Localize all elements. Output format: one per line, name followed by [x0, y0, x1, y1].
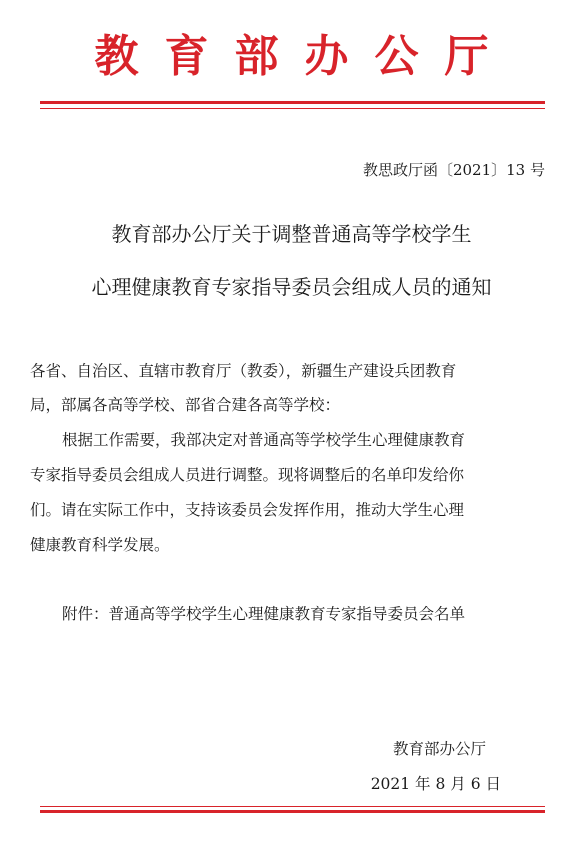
- footer-rule-thin: [40, 806, 545, 807]
- body-line-6: 健康教育科学发展。: [30, 536, 170, 554]
- letterhead-rule-thick: [40, 101, 545, 104]
- attachment-line: 附件：普通高等学校学生心理健康教育专家指导委员会名单: [62, 605, 466, 623]
- body-line-4: 专家指导委员会组成人员进行调整。现将调整后的名单印发给你: [30, 466, 465, 484]
- body-line-5: 们。请在实际工作中，支持该委员会发挥作用，推动大学生心理: [30, 501, 465, 519]
- letterhead-rule-thin: [40, 108, 545, 109]
- footer-rule-thick: [40, 810, 545, 813]
- body-line-1: 各省、自治区、直辖市教育厅（教委），新疆生产建设兵团教育: [30, 362, 457, 380]
- letterhead-title: 教育部办公厅: [94, 31, 515, 82]
- body-line-3: 根据工作需要，我部决定对普通高等学校学生心理健康教育: [62, 431, 466, 449]
- body-line-2: 局，部属各高等学校、部省合建各高等学校：: [30, 396, 341, 414]
- issue-date: 2021 年 8 月 6 日: [370, 775, 501, 793]
- document-title-line-2: 心理健康教育专家指导委员会组成人员的通知: [91, 275, 492, 299]
- signer: 教育部办公厅: [392, 740, 486, 758]
- document-title-line-1: 教育部办公厅关于调整普通高等学校学生: [111, 222, 472, 246]
- document-number: 教思政厅函〔2021〕13 号: [362, 161, 545, 179]
